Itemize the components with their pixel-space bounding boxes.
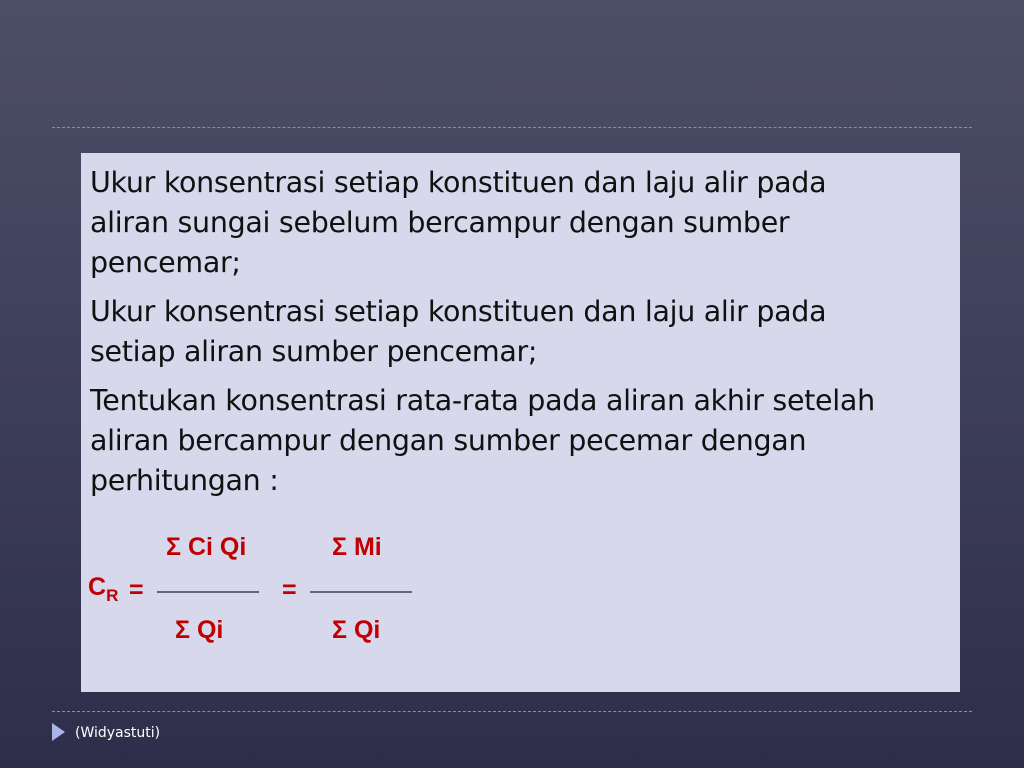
paragraph-1-line-1: Ukur konsentrasi setiap konstituen dan laju alir pada [90, 166, 827, 199]
paragraph-3-line-3: perhitungan : [90, 464, 279, 497]
paragraph-3-line-1: Tentukan konsentrasi rata-rata pada aliran akhir setelah [90, 384, 875, 417]
formula-numerator-1: Σ Ci Qi [166, 533, 247, 561]
top-divider [52, 127, 972, 128]
fraction-line-2 [310, 591, 412, 593]
fraction-line-1 [157, 591, 259, 593]
paragraph-3-line-2: aliran bercampur dengan sumber pecemar dengan [90, 424, 807, 457]
mixing-formula [81, 523, 501, 653]
formula-denominator-1: Σ Qi [175, 616, 224, 644]
formula-lhs [88, 573, 119, 605]
formula-numerator-2: Σ Mi [332, 533, 382, 561]
paragraph-2-line-2: setiap aliran sumber pencemar; [90, 335, 538, 368]
paragraph-2 [90, 292, 826, 372]
triangle-right-icon [52, 723, 65, 741]
paragraph-2-line-1: Ukur konsentrasi setiap konstituen dan laju alir pada [90, 295, 827, 328]
formula-equals-2: = [282, 576, 297, 604]
content-box [81, 153, 960, 692]
paragraph-1-line-2: aliran sungai sebelum bercampur dengan sumber [90, 206, 790, 239]
paragraph-1 [90, 163, 826, 283]
formula-lhs-subscript: R [106, 586, 119, 605]
bottom-divider [52, 711, 972, 712]
formula-equals-1: = [129, 576, 144, 604]
formula-lhs-symbol: C [88, 573, 107, 601]
paragraph-3 [90, 381, 875, 501]
footer-citation: (Widyastuti) [75, 725, 161, 741]
formula-denominator-2: Σ Qi [332, 616, 381, 644]
paragraph-1-line-3: pencemar; [90, 246, 241, 279]
